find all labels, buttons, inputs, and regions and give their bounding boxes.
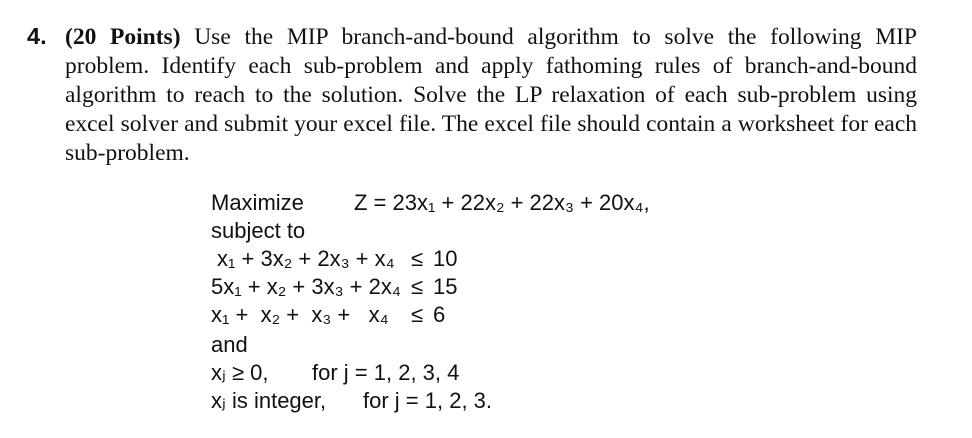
constraint-1-lhs: x₁ + 3x₂ + 2x₃ + x₄ — [217, 246, 395, 271]
objective-row — [211, 189, 771, 217]
subject-to-label: subject to — [211, 218, 306, 243]
maximize-label: Maximize — [211, 190, 304, 215]
problem-paragraph — [27, 22, 917, 168]
mip-model — [211, 189, 771, 415]
integrality-expr: xⱼ is integer, — [211, 388, 327, 413]
objective-function: Z = 23x₁ + 22x₂ + 22x₃ + 20x₄, — [354, 190, 650, 215]
constraint-row-3 — [211, 301, 771, 329]
problem-statement — [27, 22, 917, 168]
constraint-2-rhs: 15 — [433, 274, 458, 299]
integrality-scope: for j = 1, 2, 3. — [363, 388, 493, 413]
constraint-row-2 — [211, 273, 771, 301]
integrality-row — [211, 387, 771, 415]
nonnegativity-scope: for j = 1, 2, 3, 4 — [312, 360, 460, 385]
problem-number: 4. — [27, 23, 47, 49]
constraint-3-rhs: 6 — [433, 302, 446, 327]
constraint-1-rhs: 10 — [433, 246, 458, 271]
nonnegativity-expr: xⱼ ≥ 0, — [211, 360, 269, 385]
constraint-3-lhs: x₁ + x₂ + x₃ + x₄ — [211, 302, 389, 327]
and-row — [211, 331, 771, 359]
subject-to-row — [211, 217, 771, 245]
problem-instructions: Use the MIP branch-and-bound algorithm to solve the following MIP problem. Identify each sub-problem and apply fathoming rules of branch-and-bound algorithm to reach to the solution. Solve the LP relaxation of each sub-problem using excel solver and submit your excel file. The excel file should contain a worksheet for each sub-problem. — [65, 24, 917, 166]
problem-points: (20 Points) — [65, 24, 181, 50]
constraint-3-relation: ≤ — [411, 302, 424, 327]
constraint-row-1 — [211, 245, 771, 273]
constraint-1-relation: ≤ — [411, 246, 424, 271]
and-label: and — [211, 332, 248, 357]
constraint-2-relation: ≤ — [411, 274, 424, 299]
nonnegativity-row — [211, 359, 771, 387]
constraint-2-lhs: 5x₁ + x₂ + 3x₃ + 2x₄ — [211, 274, 401, 299]
